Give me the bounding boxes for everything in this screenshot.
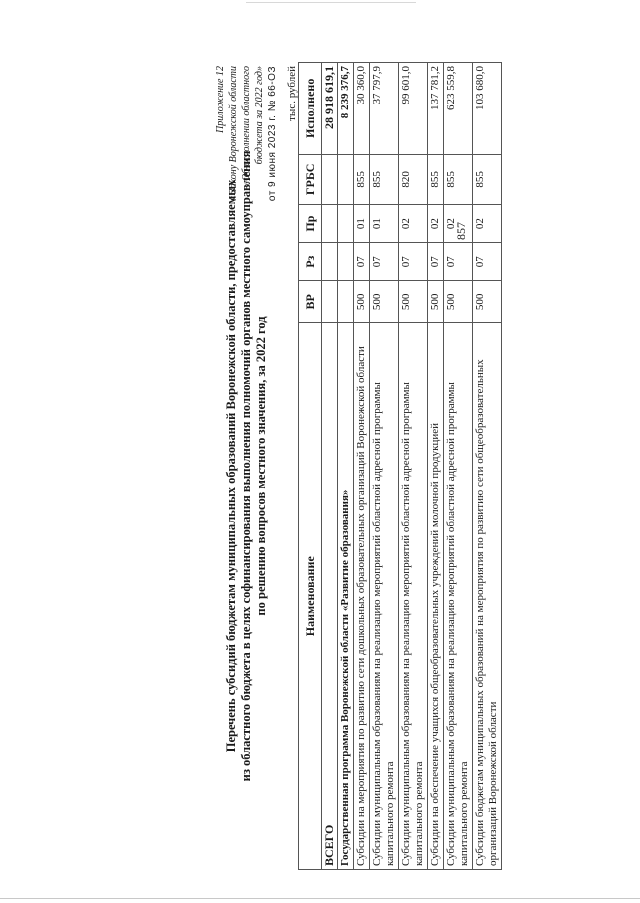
cell-rz: 07: [428, 243, 444, 281]
cell-rz: 07: [354, 243, 370, 281]
title-line: по решению вопросов местного значения, за 2022 год: [254, 316, 268, 616]
table-row: [428, 63, 444, 870]
cell-done: 28 918 619,1: [322, 63, 338, 155]
cell-name: Субсидии муниципальным образованиям на реализацию мероприятий областной адресной программы капитального ремонта: [399, 323, 428, 870]
cell-rz: 07: [444, 243, 473, 281]
cell-done: 8 239 376,7: [338, 63, 354, 155]
cell-name: Субсидии бюджетам муниципальных образований на мероприятия по развитию сети общеобразовательных организаций Воронежской области: [473, 323, 502, 870]
cell-vr: [338, 281, 354, 323]
header-grbs: ГРБС: [299, 154, 322, 204]
cell-grbs: 855: [444, 154, 473, 204]
cell-name: Субсидии на мероприятия по развитию сети дошкольных образовательных организаций Воронежской области: [354, 323, 370, 870]
rotated-document: [210, 56, 610, 876]
cell-pr: 02: [444, 205, 473, 243]
cell-vr: 500: [399, 281, 428, 323]
cell-rz: [338, 243, 354, 281]
cell-vr: 500: [428, 281, 444, 323]
header-done: Исполнено: [299, 63, 322, 155]
cell-name: Субсидии на обеспечение учащихся общеобразовательных учреждений молочной продукцией: [428, 323, 444, 870]
cell-grbs: 855: [370, 154, 399, 204]
cell-pr: 02: [428, 205, 444, 243]
cell-pr: [322, 205, 338, 243]
cell-grbs: 820: [399, 154, 428, 204]
document-title: [224, 76, 269, 856]
cell-done: 137 781,2: [428, 63, 444, 155]
scan-edge-bottom: [0, 898, 640, 899]
cell-rz: 07: [370, 243, 399, 281]
cell-done: 623 559,8: [444, 63, 473, 155]
cell-rz: 07: [473, 243, 502, 281]
cell-grbs: 855: [354, 154, 370, 204]
cell-done: 99 601,0: [399, 63, 428, 155]
table-row: [354, 63, 370, 870]
title-line: из областного бюджета в целях софинансирования выполнения полномочий органов местного самоуправления: [239, 150, 253, 782]
cell-done: 103 680,0: [473, 63, 502, 155]
appendix-line: бюджета за 2022 год»: [254, 66, 265, 165]
cell-grbs: [322, 154, 338, 204]
cell-name: Субсидии муниципальным образованиям на реализацию мероприятий областной адресной программы капитального ремонта: [370, 323, 399, 870]
scan-edge-top: [246, 2, 416, 3]
header-pr: Пр: [299, 205, 322, 243]
cell-vr: 500: [354, 281, 370, 323]
page-number: 857: [454, 222, 468, 240]
cell-vr: 500: [473, 281, 502, 323]
cell-pr: 01: [354, 205, 370, 243]
cell-pr: 02: [399, 205, 428, 243]
cell-name: ВСЕГО: [322, 323, 338, 870]
table-row-program: [338, 63, 354, 870]
cell-done: 37 797,9: [370, 63, 399, 155]
cell-pr: [338, 205, 354, 243]
table-row: [399, 63, 428, 870]
subsidies-table: [298, 62, 502, 870]
table-header-row: [299, 63, 322, 870]
appendix-line: Приложение 12: [215, 66, 226, 133]
cell-grbs: [338, 154, 354, 204]
title-line: Перечень субсидий бюджетам муниципальных образований Воронежской области, предоставляемых: [224, 179, 238, 753]
table-row: [370, 63, 399, 870]
cell-name: Государственная программа Воронежской области «Развитие образования»: [338, 323, 354, 870]
appendix-line: «Об исполнении областного: [241, 66, 252, 186]
header-rz: Рз: [299, 243, 322, 281]
units-label: тыс. рублей: [286, 66, 298, 121]
cell-pr: 02: [473, 205, 502, 243]
table-row: [444, 63, 473, 870]
table-row-total: [322, 63, 338, 870]
cell-vr: 500: [444, 281, 473, 323]
header-vr: ВР: [299, 281, 322, 323]
cell-vr: 500: [370, 281, 399, 323]
cell-name: Субсидии муниципальным образованиям на реализацию мероприятий областной адресной программы капитального ремонта: [444, 323, 473, 870]
cell-rz: [322, 243, 338, 281]
cell-pr: 01: [370, 205, 399, 243]
header-name: Наименование: [299, 323, 322, 870]
cell-grbs: 855: [473, 154, 502, 204]
cell-vr: [322, 281, 338, 323]
cell-grbs: 855: [428, 154, 444, 204]
cell-done: 30 360,0: [354, 63, 370, 155]
appendix-date: от 9 июня 2023 г. № 66-ОЗ: [267, 66, 278, 202]
table-row: [473, 63, 502, 870]
cell-rz: 07: [399, 243, 428, 281]
appendix-line: к Закону Воронежской области: [228, 66, 239, 201]
